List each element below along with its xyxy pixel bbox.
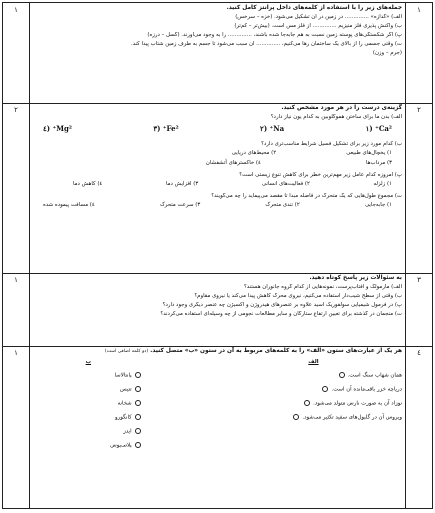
option: ١) زلزله xyxy=(373,180,392,187)
column-b-item[interactable]: کانگورو xyxy=(33,414,144,421)
column-b-item[interactable]: تتیس xyxy=(33,386,144,393)
question-score: ١ xyxy=(14,6,18,14)
option-list xyxy=(33,160,402,166)
column-a-header: الف xyxy=(308,358,319,365)
option: Ca²⁺ (١ xyxy=(365,123,392,133)
match-circle-icon[interactable] xyxy=(135,414,141,420)
question-line: (جرم – وزن) xyxy=(372,49,402,56)
sub-question: ب) کدام مورد زیر برای تشکیل فسیل شرایط مناسب‌تری دارد؟ xyxy=(261,141,402,148)
match-circle-icon[interactable] xyxy=(135,428,141,434)
column-a-item[interactable]: همان شهاب سنگ است. xyxy=(225,372,402,379)
column-b-header: ب xyxy=(85,358,92,365)
exam-sheet xyxy=(2,2,433,509)
match-circle-icon[interactable] xyxy=(322,386,328,392)
match-circle-icon[interactable] xyxy=(339,372,345,378)
question-note: (دو کلمه اضافی است) xyxy=(104,349,149,354)
option: Na⁺ (٢ xyxy=(260,123,285,133)
option: ٢) فعالیت‌های انسانی xyxy=(261,180,310,187)
match-circle-icon[interactable] xyxy=(135,400,141,406)
option: ٤) کاهش دما xyxy=(73,180,103,187)
column-a-item[interactable]: نوزاد آن به صورت نارس متولد می‌شود. xyxy=(225,400,402,407)
match-circle-icon[interactable] xyxy=(135,372,141,378)
question-line: پ) اگر شکستگی‌های پوسته زمین نسبت به هم جابه‌جا شده باشند، .............. را به وجود می‌آورند. (گسل – درزه) xyxy=(147,32,402,39)
option: ١) جابه‌جایی xyxy=(364,202,392,209)
column-b-item[interactable]: شخانه xyxy=(33,400,144,407)
question-title: به سئوالات زیر پاسخ کوتاه دهید. xyxy=(309,275,402,281)
sub-question: پ) امروزه کدام عامل زیر مهم‌ترین خطر برای کاهش تنوع زیستی است؟ xyxy=(239,172,402,179)
question-number: ٤ xyxy=(417,349,421,357)
sub-question: الف) بدن ما برای ساختن هموگلوبین به کدام یون نیاز دارد؟ xyxy=(270,114,402,121)
question-line: ب) واکنش پذیری فلز منیزیم .............. از فلز مس است. (بیش‌تر – کم‌تر) xyxy=(234,23,402,30)
question-line: پ) در فرمول شیمیایی سولفوریک اسید علاوه بر عنصرهای هیدروژن و اکسیژن چه عنصر دیگری وجود دارد؟ xyxy=(162,302,402,309)
column-a-item[interactable]: دریاچه خزر باقی‌مانده آن است. xyxy=(225,386,402,393)
match-circle-icon[interactable] xyxy=(135,442,141,448)
question-number: ٣ xyxy=(417,276,421,284)
option-list xyxy=(43,125,392,133)
question-score: ١ xyxy=(14,349,18,357)
question-3 xyxy=(3,273,432,347)
question-line: ب) وقتی از سطح شیب‌دار استفاده می‌کنیم، نیروی محرک کاهش پیدا می‌کند یا نیروی مقاوم؟ xyxy=(194,293,402,300)
question-title: جمله‌های زیر را با استفاده از کلمه‌های داخل پرانتز کامل کنید. xyxy=(226,5,402,11)
option: ٤) مسافت پیموده شده xyxy=(43,202,95,209)
column-b xyxy=(33,359,144,456)
option-list xyxy=(33,150,402,156)
column-a-item[interactable]: ویروس آن در گلبول‌های سفید تکثیر می‌شود. xyxy=(225,414,402,421)
option: ٣) مرداب‌ها xyxy=(365,159,392,166)
option: Fe²⁺ (٣ xyxy=(153,123,179,133)
match-circle-icon[interactable] xyxy=(304,400,310,406)
option: ٢) محیط‌های دریایی xyxy=(231,150,277,157)
match-circle-icon[interactable] xyxy=(293,414,299,420)
question-1 xyxy=(3,3,432,104)
question-line: ت) وقتی جسمی را از بالای یک ساختمان رها می‌کنیم، .............. آن سبب می‌شود تا جسم به طرف زمین شتاب پیدا کند. xyxy=(131,40,402,47)
option: ٤) خاکسترهای آتشفشان xyxy=(205,159,261,166)
option: ٣) افزایش دما xyxy=(165,180,199,187)
sub-question: ت) مجموع طول‌هایی که یک متحرک در فاصله مبدأ تا مقصد می‌پیماید را چه می‌گویند؟ xyxy=(211,193,402,200)
question-line: ت) منجمان در گذشته برای تعیین ارتفاع ستارگان و سایر مطالعات نجومی از چه وسیله‌ای استفاده می‌کردند؟ xyxy=(160,310,402,317)
option: Mg²⁺ (٤ xyxy=(43,123,72,133)
matching-table xyxy=(33,359,402,456)
column-b-item[interactable]: ایدز xyxy=(33,428,144,435)
question-title: گزینه‌ی درست را در هر مورد مشخص کنید. xyxy=(281,105,402,111)
question-score: ١ xyxy=(14,276,18,284)
option: ٣) سرعت متحرک xyxy=(159,202,201,209)
match-circle-icon[interactable] xyxy=(135,386,141,392)
option-list xyxy=(33,202,402,208)
option-list xyxy=(33,181,402,187)
column-a xyxy=(225,359,402,456)
question-4 xyxy=(3,346,432,508)
option: ١) یخچال‌های طبیعی xyxy=(346,150,392,157)
column-b-item[interactable]: پلاتی‌پوس xyxy=(33,442,144,449)
option: ٢) تندی متحرک xyxy=(265,202,300,209)
question-line: الف) مارمولک و آفتاب‌پرست، نمونه‌هایی از کدام گروه جانوران هستند؟ xyxy=(243,284,402,291)
question-title: هر یک از عبارت‌های ستون «الف» را به کلمه‌های مربوط به آن در ستون «ب» متصل کنید. (دو کلمه اضافی است) xyxy=(104,348,402,354)
question-line: الف) «گدازه» .............. در زمین در آن تشکیل می‌شود. (خزه – سرخس) xyxy=(235,14,402,21)
question-score: ٢ xyxy=(14,106,18,114)
question-2 xyxy=(3,103,432,274)
question-number: ١ xyxy=(417,6,421,14)
question-number: ٢ xyxy=(417,106,421,114)
column-b-item[interactable]: پانتالاسا xyxy=(33,372,144,379)
